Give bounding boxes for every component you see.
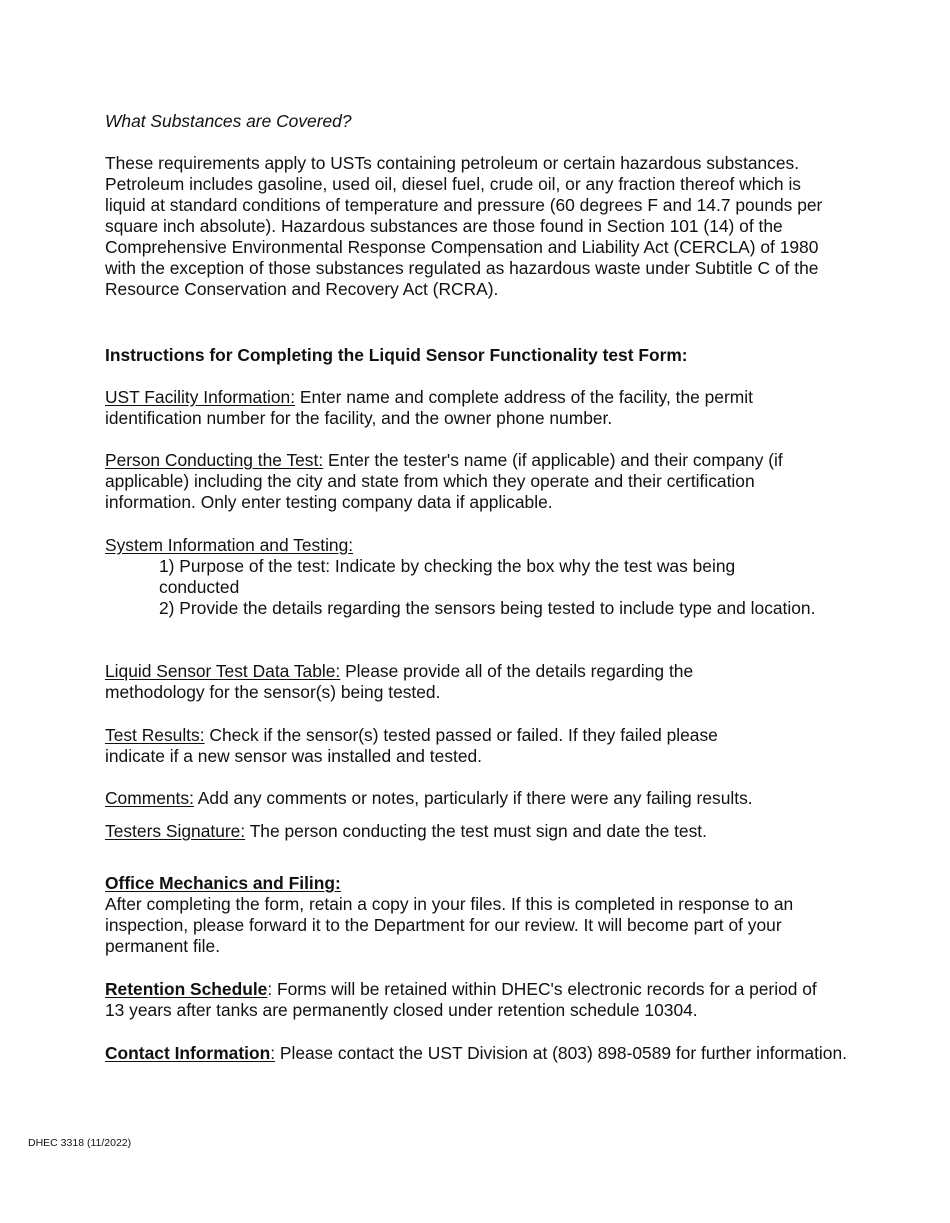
comments-text: Add any comments or notes, particularly if there were any failing results. <box>193 788 753 808</box>
system-info-label: System Information and Testing: <box>105 535 354 555</box>
signature-text: The person conducting the test must sign and date the test. <box>245 821 707 841</box>
signature-label: Testers Signature: <box>105 821 246 841</box>
test-results-label: Test Results: <box>105 725 205 745</box>
liquid-sensor-text: Please provide all of the details regarding the methodology for the sensor(s) being tested. <box>105 661 694 702</box>
contact-info-sep: : <box>270 1043 276 1063</box>
retention-schedule-label: Retention Schedule <box>105 979 268 999</box>
office-mechanics-text: After completing the form, retain a copy in your files. If this is completed in response to an inspection, please forward it to the Department for our review. It will become part of your permanent file. <box>105 894 794 956</box>
retention-schedule-text: Forms will be retained within DHEC's electronic records for a period of 13 years after tanks are permanently closed under retention schedule 10304. <box>105 979 817 1020</box>
liquid-sensor-label: Liquid Sensor Test Data Table: <box>105 661 341 681</box>
facility-info-instruction <box>105 387 755 429</box>
contact-info-section <box>105 1043 925 1064</box>
comments-label: Comments: <box>105 788 194 808</box>
person-conducting-text: Enter the tester's name (if applicable) and their company (if applicable) including the city and state from which they operate and their certification information. Only enter testing company data if applicable. <box>105 450 783 512</box>
test-results-text: Check if the sensor(s) tested passed or failed. If they failed please indicate if a new sensor was installed and tested. <box>105 725 718 766</box>
person-conducting-label: Person Conducting the Test: <box>105 450 324 470</box>
system-info-item-2: 2) Provide the details regarding the sensors being tested to include type and location. <box>159 598 816 618</box>
system-info-instruction <box>105 535 905 556</box>
person-conducting-instruction <box>105 450 825 513</box>
substances-paragraph: These requirements apply to USTs containing petroleum or certain hazardous substances. Petroleum includes gasoline, used oil, diesel fuel, crude oil, or any fraction thereof which is liquid at standard conditions of temperature and pressure (60 degrees F and 14.7 pounds per square inch absolute). Hazardous substances are those found in Section 101 (14) of the Comprehensive Environmental Response Compensation and Liability Act (CERCLA) of 1980 with the exception of those substances regulated as hazardous waste under Subtitle C of the Resource Conservation and Recovery Act (RCRA). <box>105 153 823 299</box>
substances-heading: What Substances are Covered? <box>105 111 352 131</box>
facility-info-text: Enter name and complete address of the facility, the permit identification number for the facility, and the owner phone number. <box>105 387 753 428</box>
signature-instruction <box>105 821 905 842</box>
system-info-item-1: 1) Purpose of the test: Indicate by checking the box why the test was being conducted <box>159 556 736 597</box>
retention-schedule-section <box>105 979 820 1021</box>
facility-info-label: UST Facility Information: <box>105 387 296 407</box>
form-id-footer: DHEC 3318 (11/2022) <box>28 1137 132 1149</box>
instructions-title: Instructions for Completing the Liquid Sensor Functionality test Form: <box>105 345 688 365</box>
office-mechanics-label: Office Mechanics and Filing: <box>105 873 341 893</box>
retention-schedule-sep: : <box>267 979 278 999</box>
contact-info-text: Please contact the UST Division at (803) 898-0589 for further information. <box>275 1043 847 1063</box>
office-mechanics-heading <box>105 873 905 894</box>
test-results-instruction <box>105 725 775 767</box>
contact-info-label: Contact Information <box>105 1043 271 1063</box>
liquid-sensor-instruction <box>105 661 755 703</box>
comments-instruction <box>105 788 905 809</box>
